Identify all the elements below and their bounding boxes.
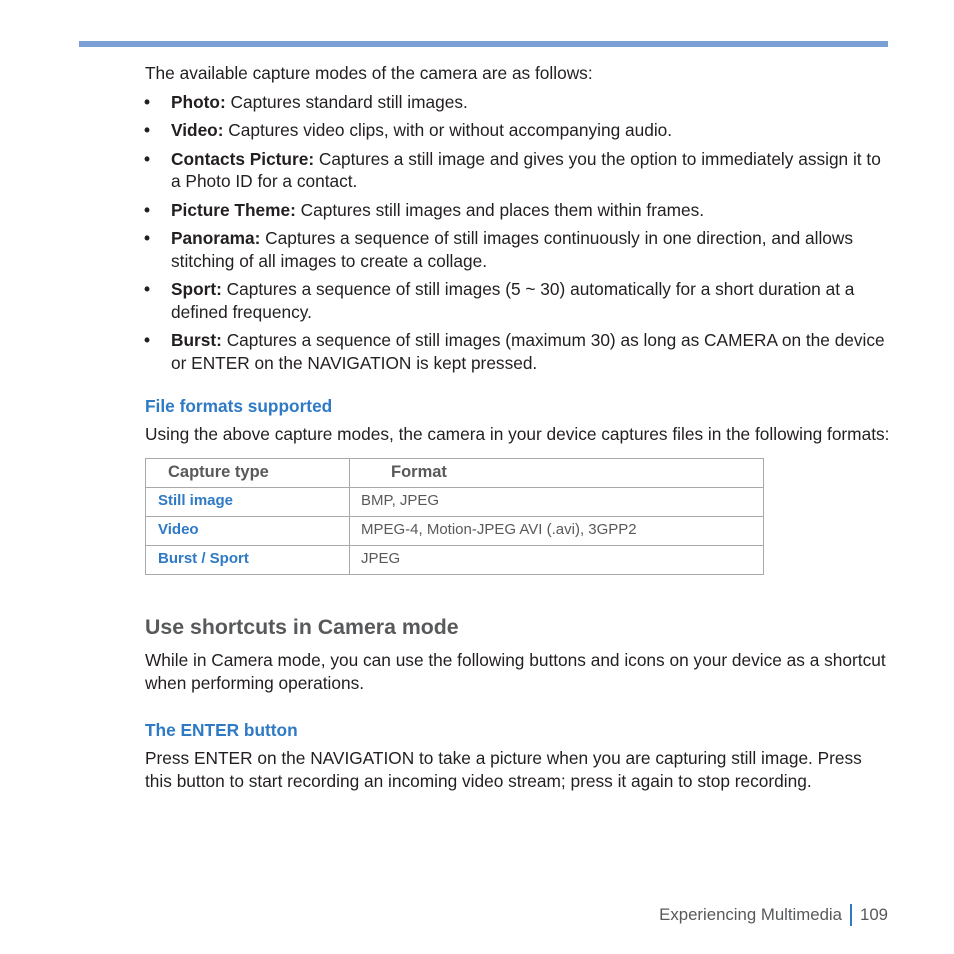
mode-desc: Captures video clips, with or without accompanying audio. (223, 120, 673, 140)
mode-desc: Captures a still image and gives you the option to immediately assign it to a Photo ID for a contact. (171, 148, 881, 191)
column-header-capture-type: Capture type (146, 458, 350, 487)
bullet-icon: • (144, 279, 151, 299)
section-title: Use shortcuts in Camera mode (145, 614, 459, 639)
mode-term: Sport: (171, 279, 222, 299)
bullet-icon: • (144, 148, 151, 169)
capture-type-cell: Burst / Sport (146, 545, 350, 574)
mode-term: Panorama: (171, 228, 261, 248)
format-cell: BMP, JPEG (350, 487, 764, 516)
list-item (145, 148, 890, 193)
table-row (146, 545, 764, 574)
list-item (145, 329, 890, 374)
format-cell: MPEG-4, Motion-JPEG AVI (.avi), 3GPP2 (350, 516, 764, 545)
footer-divider (850, 904, 852, 926)
format-cell: JPEG (350, 545, 764, 574)
list-item (145, 91, 890, 114)
mode-term: Photo: (171, 91, 226, 112)
table-row (146, 487, 764, 516)
formats-table (145, 458, 764, 575)
bullet-icon: • (144, 91, 151, 112)
capture-type-cell: Still image (146, 487, 350, 516)
capture-modes-list (145, 91, 890, 375)
table-header-row (146, 458, 764, 487)
list-item (145, 227, 890, 272)
mode-term: Picture Theme: (171, 199, 296, 220)
page-number: 109 (860, 905, 888, 924)
bullet-icon: • (144, 120, 151, 140)
shortcuts-text: While in Camera mode, you can use the following buttons and icons on your device as a shortcut when performing operations. (145, 650, 886, 693)
enter-button-heading: The ENTER button (145, 720, 298, 740)
mode-desc: Captures still images and places them within frames. (295, 199, 705, 220)
header-rule (79, 41, 888, 47)
bullet-icon: • (144, 228, 151, 248)
mode-term: Contacts Picture: (171, 148, 315, 169)
intro-text: The available capture modes of the camera are as follows: (145, 63, 593, 83)
mode-term: Video: (171, 120, 224, 140)
table-row (146, 516, 764, 545)
mode-desc: Captures standard still images. (225, 91, 468, 112)
mode-desc: Captures a sequence of still images (5 ~ 30) automatically for a short duration at a defined frequency. (171, 279, 855, 322)
list-item (145, 119, 890, 142)
mode-desc: Captures a sequence of still images continuously in one direction, and allows stitching of all images to create a collage. (171, 228, 854, 271)
file-formats-heading: File formats supported (145, 396, 333, 416)
page-content (145, 62, 890, 792)
list-item (145, 199, 890, 222)
mode-term: Burst: (171, 330, 222, 350)
capture-type-cell: Video (146, 516, 350, 545)
list-item (145, 278, 890, 323)
bullet-icon: • (144, 199, 151, 220)
bullet-icon: • (144, 330, 151, 350)
enter-button-text: Press ENTER on the NAVIGATION to take a picture when you are capturing still image. Press this button to start recording an incoming video stream; press it again to stop recording. (145, 748, 862, 791)
column-header-format: Format (350, 458, 764, 487)
page-footer (659, 904, 888, 926)
file-formats-text: Using the above capture modes, the camera in your device captures files in the following formats: (145, 424, 890, 444)
mode-desc: Captures a sequence of still images (maximum 30) as long as CAMERA on the device or ENTER on the NAVIGATION is kept pressed. (171, 330, 885, 373)
chapter-title: Experiencing Multimedia (659, 905, 842, 924)
